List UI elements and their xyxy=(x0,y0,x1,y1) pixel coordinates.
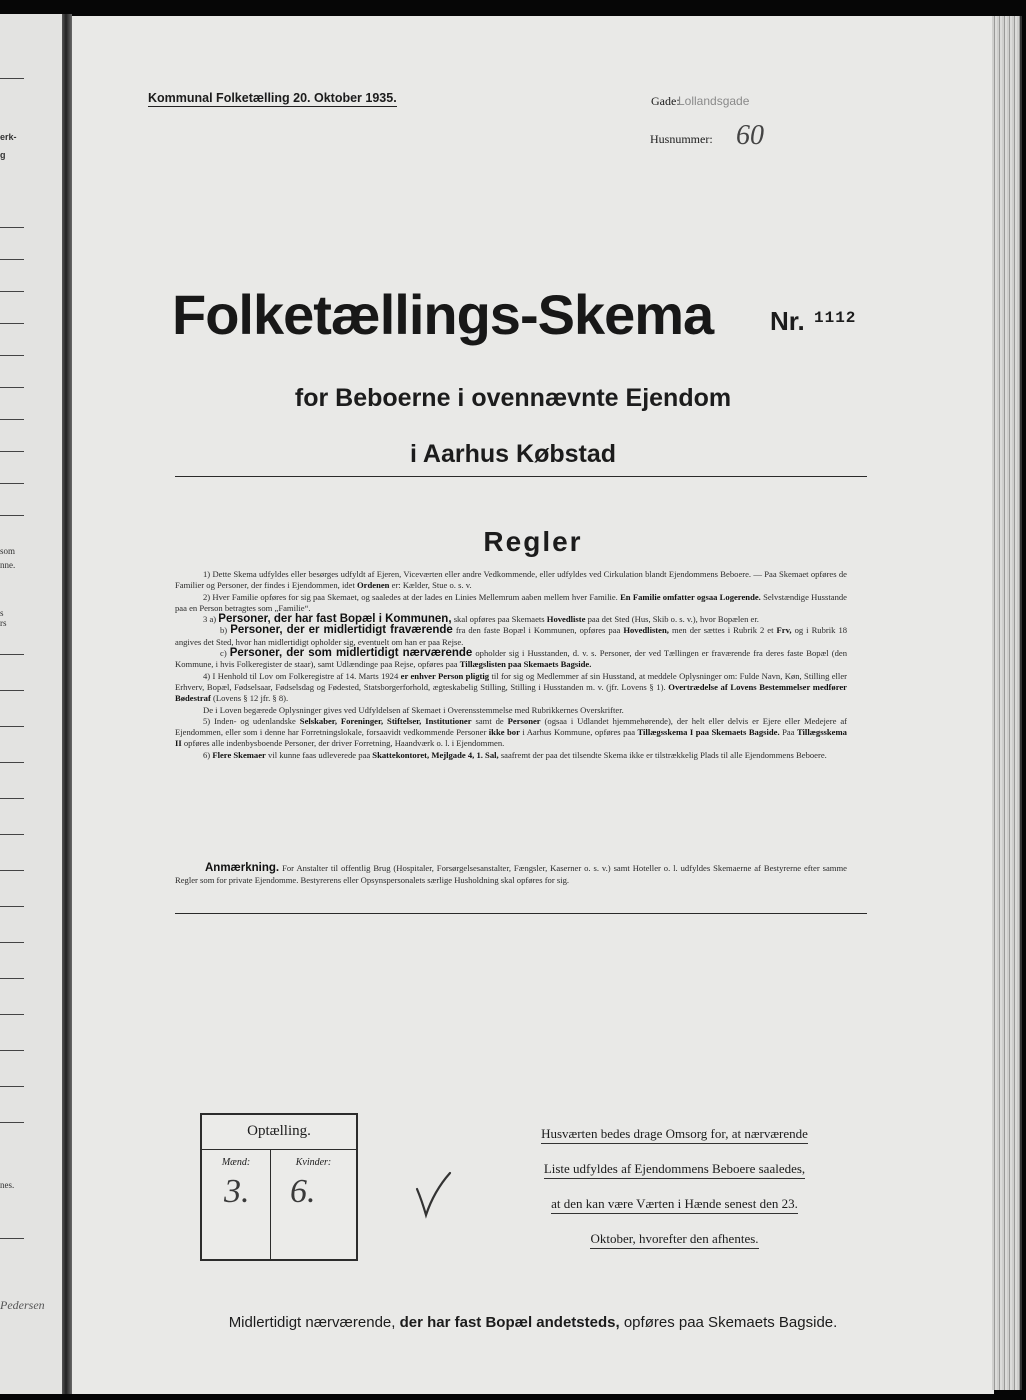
note-body: For Anstalter til offentlig Brug (Hospitaler, Forsørgelsesanstalter, Fængsler, Kaserner o. s. v.) samt Hoteller o. l. udfyldes Skemaerne af Bestyrerne efter samme Regler som for private Ejendomme. Bestyrerens eller Opsynspersonalets særlige Husholdning skal opføres for sig. xyxy=(175,863,847,885)
host-notice xyxy=(502,1116,847,1256)
left-page-fragment: nne. xyxy=(0,560,16,570)
host-notice-line: at den kan være Værten i Hænde senest den 23. xyxy=(551,1196,798,1214)
left-page-fragment: rs xyxy=(0,618,7,628)
left-page-fragment: som xyxy=(0,546,16,556)
left-page-rule xyxy=(0,451,24,452)
count-title: Optælling. xyxy=(247,1123,311,1139)
left-page-rule xyxy=(0,1238,24,1239)
left-page-rule xyxy=(0,978,24,979)
rule-3b: b) Personer, der er midlertidigt fraværende fra den faste Bopæl i Kommunen, opføres paa Hovedlisten, men der sættes i Rubrik 2 et Frv, og i Rubrik 18 angives det Sted, hvor han midlertidigt opholder sig, eventuelt om han er paa Rejse. xyxy=(175,624,848,647)
left-page-rule xyxy=(0,942,24,943)
left-page-fragment: erk- xyxy=(0,132,17,142)
census-header: Kommunal Folketælling 20. Oktober 1935. xyxy=(148,91,397,105)
rule-6: 6) Flere Skemaer vil kunne faas udleverede paa Skattekontoret, Mejlgade 4, 1. Sal, saafremt der paa det tilsendte Skema ikke er tilstrækkelig Plads til alle Ejendommens Beboere. xyxy=(203,749,827,760)
rules-text xyxy=(175,569,847,761)
rule-4: 4) I Henhold til Lov om Folkeregistre af 14. Marts 1924 er enhver Person pligtig til for sig og Medlemmer af sin Husstand, at meddele Oplysninger om: Fulde Navn, Køn, Stilling eller Erhverv, Bopæl, Fødselsaar, Fødselsdag og Fødested, Statsborgerforhold, ægteskabelig Stilling, Stilling i Husstanden m. v. (jfr. Lovens § 1). Overtrædelse af Lovens Bestemmelser medfører Bødestraf (Lovens § 12 jfr. § 8). xyxy=(175,670,847,704)
left-page-rule xyxy=(0,355,24,356)
left-page-edge xyxy=(0,14,62,1394)
host-notice-line: Oktober, hvorefter den afhentes. xyxy=(590,1231,758,1249)
note-text xyxy=(175,862,847,886)
left-page-rule xyxy=(0,323,24,324)
left-page-rule xyxy=(0,798,24,799)
rule-4-extra: De i Loven begærede Oplysninger gives ved Udfyldelsen af Skemaet i Overensstemmelse med Rubrikkernes Overskrifter. xyxy=(203,704,624,715)
left-page-rule xyxy=(0,1122,24,1123)
left-page-rule xyxy=(0,387,24,388)
form-title: Folketællings-Skema xyxy=(172,283,714,346)
left-page-rule xyxy=(0,1050,24,1051)
left-page-rule xyxy=(0,291,24,292)
left-page-rule xyxy=(0,483,24,484)
left-page-rule xyxy=(0,690,24,691)
form-subtitle: for Beboerne i ovennævnte Ejendom xyxy=(294,384,732,412)
men-label: Mænd: xyxy=(221,1157,251,1168)
host-notice-line: Husværten bedes drage Omsorg for, at nærværende xyxy=(541,1126,808,1144)
left-page-rule xyxy=(0,1086,24,1087)
host-notice-line: Liste udfyldes af Ejendommens Beboere saaledes, xyxy=(544,1161,805,1179)
rule-2: 2) Hver Familie opføres for sig paa Skemaet, og saaledes at der lades en Linies Mellemrum aaben mellem hver Familie. En Familie omfatter ogsaa Logerende. Selvstændige Husstande paa en Person betragtes som „Familie“. xyxy=(175,591,847,613)
left-page-fragment: nes. xyxy=(0,1180,15,1190)
page-stack-edge xyxy=(992,16,1022,1390)
left-page-rule xyxy=(0,834,24,835)
left-page-rule xyxy=(0,762,24,763)
left-page-rule xyxy=(0,654,24,655)
left-page-rule xyxy=(0,906,24,907)
note-label: Anmærkning. xyxy=(205,862,280,874)
left-page-signature: Pedersen xyxy=(0,1298,45,1312)
left-page-rule xyxy=(0,515,24,516)
left-page-rule xyxy=(0,419,24,420)
form-number-value: 1112 xyxy=(814,309,857,327)
women-count: 6. xyxy=(290,1173,316,1210)
left-page-rule xyxy=(0,78,24,79)
left-page-fragment: g xyxy=(0,150,6,160)
left-page-rule xyxy=(0,726,24,727)
count-divider xyxy=(202,1149,356,1150)
women-label: Kvinder: xyxy=(295,1157,332,1168)
men-count: 3. xyxy=(224,1173,250,1210)
street-value: Lollandsgade xyxy=(678,94,750,108)
rule-5: 5) Inden- og udenlandske Selskaber, Foreninger, Stiftelser, Institutioner samt de Personer (ogsaa i Udlandet hjemmehørende), der helt eller delvis er Ejere eller Medejere af Ejendommen, eller som i denne har Forretningslokale, forsaavidt vedkommende Personer ikke bor i Aarhus Kommune, opføres paa Tillægsskema I paa Skemaets Bagside. Paa Tillægsskema II opføres alle indenbysboende Personer, der driver Forretning, Haandværk o. l. i Ejendommen. xyxy=(175,715,848,749)
rules-heading: Regler xyxy=(483,526,583,557)
left-page-rule xyxy=(0,259,24,260)
book-gutter xyxy=(62,14,72,1394)
census-form-page xyxy=(72,16,994,1394)
house-number-value: 60 xyxy=(736,120,764,151)
check-mark-icon xyxy=(414,1171,454,1221)
rule-1: 1) Dette Skema udfyldes eller besørges udfyldt af Ejeren, Viceværten eller andre Vedkommende, eller udfyldes ved Cirkulation blandt Ejendommens Beboere. — Paa Skemaet opføres de Familier og Personer, der findes i Ejendommen, idet Ordenen er: Kælder, Stue o. s. v. xyxy=(175,569,847,591)
divider-rule xyxy=(175,476,867,477)
form-subtitle-city: i Aarhus Købstad xyxy=(409,440,617,468)
form-number-label: Nr. xyxy=(770,306,805,336)
left-page-rule xyxy=(0,870,24,871)
street-label: Gade: xyxy=(651,94,680,108)
left-page-rule xyxy=(0,1014,24,1015)
house-number-label: Husnummer: xyxy=(650,132,713,146)
footer-note: Midlertidigt nærværende, der har fast Bopæl andetsteds, opføres paa Skemaets Bagside. xyxy=(228,1314,838,1331)
count-box xyxy=(200,1113,358,1261)
left-page-rule xyxy=(0,227,24,228)
divider-rule xyxy=(175,913,867,914)
rule-3a: 3 a) Personer, der har fast Bopæl i Kommunen, skal opføres paa Skemaets Hovedliste paa det Sted (Hus, Skib o. s. v.), hvor Bopælen er. xyxy=(203,613,759,626)
left-page-fragment: s xyxy=(0,608,4,618)
rule-3c: c) Personer, der som midlertidigt nærværende opholder sig i Husstanden, d. v. s. Personer, der ved Tællingen er fraværende fra deres faste Bopæl (den Kommune, i hvis Folkeregister de staar), samt Udlændinge paa Rejse, opføres paa Tillægslisten paa Skemaets Bagside. xyxy=(175,647,847,670)
